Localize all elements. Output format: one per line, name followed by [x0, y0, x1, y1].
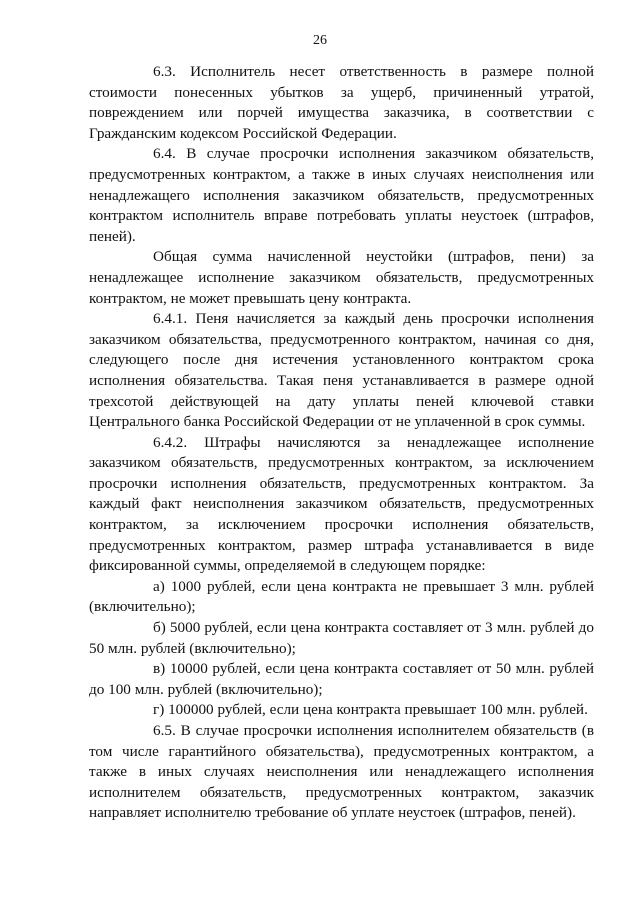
paragraph-6-4-2: 6.4.2. Штрафы начисляются за ненадлежащее исполнение заказчиком обязательств, предусмотренных контрактом, за исключением просрочки исполнения обязательств, предусмотренных контрактом. За каждый факт неисполнения заказчиком обязательств, предусмотренных контрактом, за исключением просрочки исполнения обязательств, предусмотренных контрактом, размер штрафа устанавливается в виде фиксированной суммы, определяемой в следующем порядке:: [89, 433, 594, 575]
paragraph-penalty-total: Общая сумма начисленной неустойки (штрафов, пени) за ненадлежащее исполнение заказчиком обязательств, предусмотренных контрактом, не может превышать цену контракта.: [89, 248, 594, 307]
list-item-a: а) 1000 рублей, если цена контракта не превышает 3 млн. рублей (включительно);: [89, 577, 594, 616]
list-item-b: б) 5000 рублей, если цена контракта составляет от 3 млн. рублей до 50 млн. рублей (включительно);: [89, 619, 594, 657]
paragraph-6-3: 6.3. Исполнитель несет ответственность в размере полной стоимости понесенных убытков за ущерб, причиненный утратой, повреждением или порчей имущества заказчика, в соответствии с Гражданским кодексом Российской Федерации.: [89, 63, 594, 142]
paragraph-6-5: 6.5. В случае просрочки исполнения исполнителем обязательств (в том числе гарантийного обязательства), предусмотренных контрактом, а также в иных случаях неисполнения или ненадлежащего исполнения исполнителем обязательств, предусмотренных контрактом, заказчик направляет исполнителю требование об уплате неустоек (штрафов, пеней).: [89, 722, 594, 822]
document-body: [89, 62, 594, 824]
page-number: 26: [313, 33, 327, 48]
list-item-g: г) 100000 рублей, если цена контракта превышает 100 млн. рублей.: [153, 701, 588, 719]
list-item-v: в) 10000 рублей, если цена контракта составляет от 50 млн. рублей до 100 млн. рублей (включительно);: [89, 660, 594, 698]
paragraph-6-4-1: 6.4.1. Пеня начисляется за каждый день просрочки исполнения заказчиком обязательства, предусмотренного контрактом, начиная со дня, следующего после дня истечения установленного контрактом срока исполнения обязательства. Такая пеня устанавливается в размере одной трехсотой действующей на дату уплаты пеней ключевой ставки Центрального банка Российской Федерации от не уплаченной в срок суммы.: [89, 310, 594, 431]
paragraph-6-4: 6.4. В случае просрочки исполнения заказчиком обязательств, предусмотренных контрактом, а также в иных случаях неисполнения или ненадлежащего исполнения заказчиком обязательств, предусмотренных контрактом исполнитель вправе потребовать уплаты неустоек (штрафов, пеней).: [89, 145, 594, 245]
